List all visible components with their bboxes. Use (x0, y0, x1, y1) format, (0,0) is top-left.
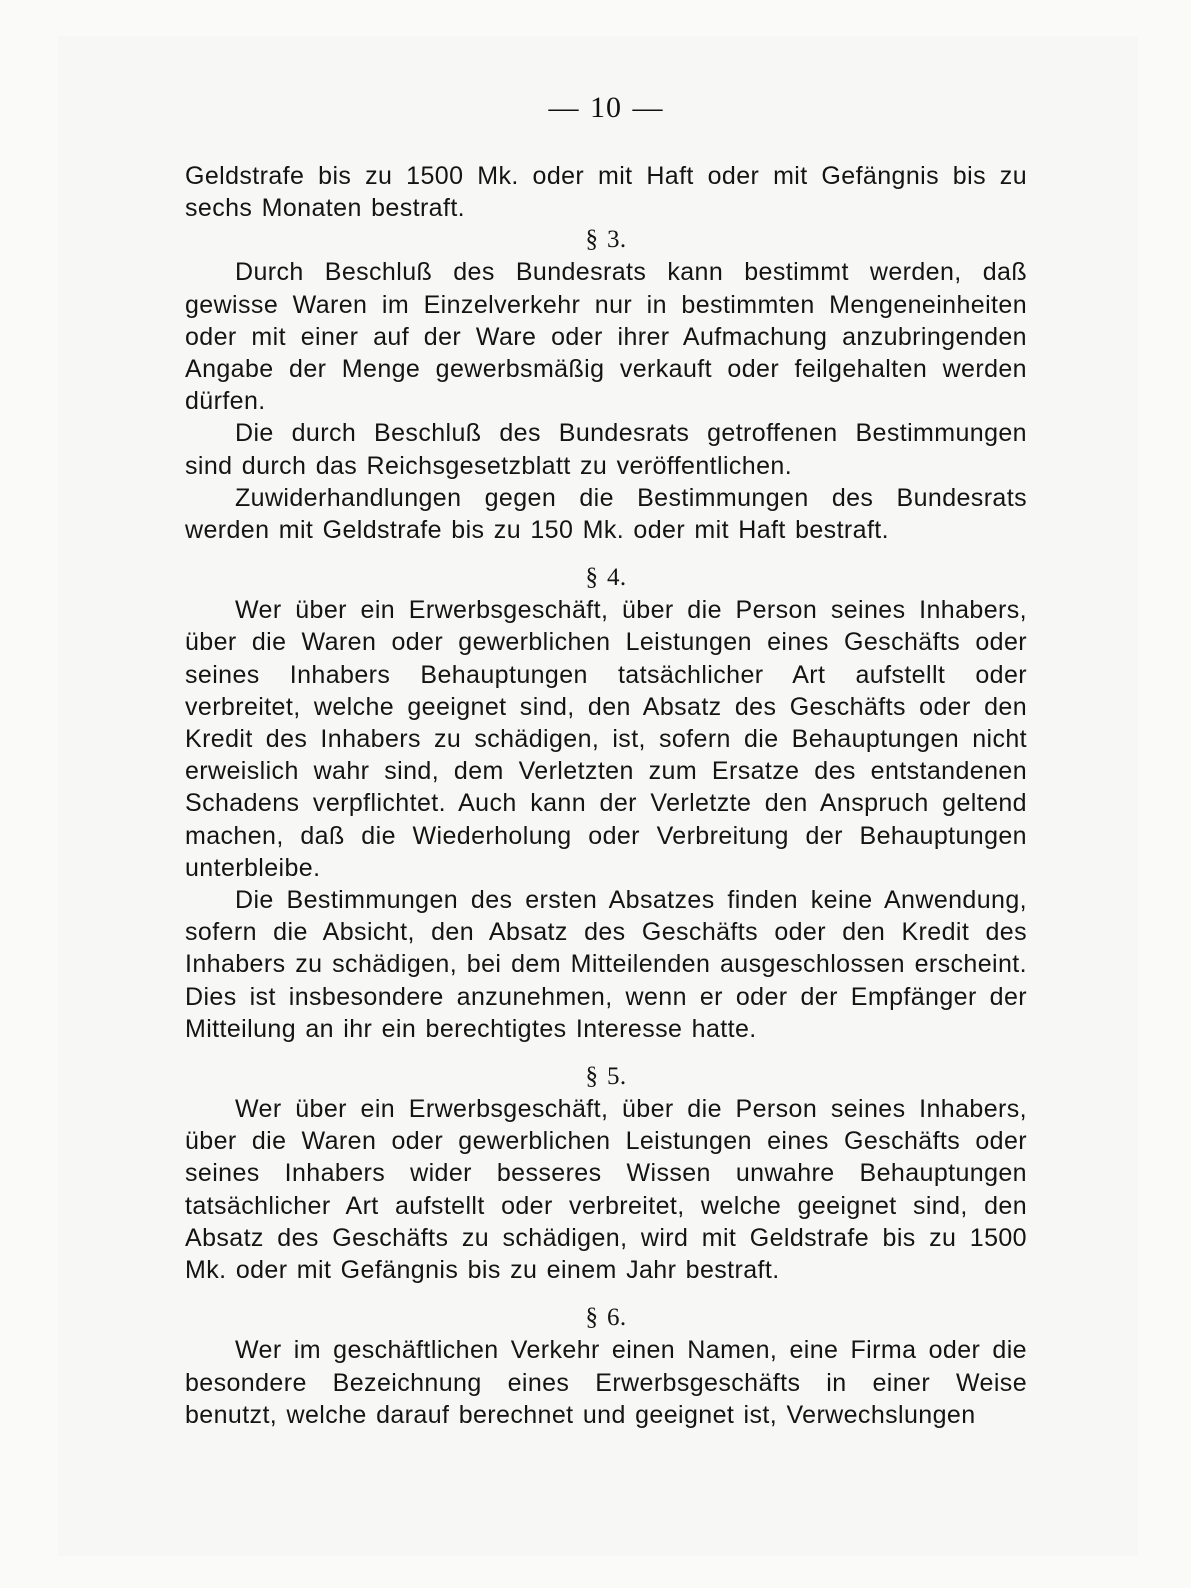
section-6-paragraph-1: Wer im geschäftlichen Verkehr einen Namen, eine Firma oder die besondere Bezeichnung eines Erwerbsgeschäfts in einer Weise benutzt, welche darauf berechnet und geeignet ist, Verwechslungen (185, 1336, 1027, 1429)
section-heading-6: § 6. (585, 1304, 627, 1332)
section-5-paragraph-1: Wer über ein Erwerbsgeschäft, über die Person seines Inhabers, über die Waren oder gewerblichen Leistungen eines Geschäfts oder seines Inhabers wider besseres Wissen unwahre Behauptungen tatsächlicher Art aufstellt oder verbreitet, welche geeignet sind, den Absatz des Geschäfts zu schädigen, wird mit Geldstrafe bis zu 1500 Mk. oder mit Gefängnis bis zu einem Jahr bestraft. (185, 1095, 1027, 1285)
section-heading-3: § 3. (585, 226, 627, 254)
text-block (185, 88, 1027, 1431)
page-number: — 10 — (548, 91, 664, 124)
section-3-paragraph-3: Zuwiderhandlungen gegen die Bestimmungen des Bundesrats werden mit Geldstrafe bis zu 150 Mk. oder mit Haft bestraft. (185, 483, 1027, 545)
section-heading-4: § 4. (585, 564, 627, 592)
section-3-paragraph-2: Die durch Beschluß des Bundesrats getroffenen Bestimmungen sind durch das Reichsgesetzblatt zu veröffentlichen. (185, 419, 1027, 480)
section-4-paragraph-2: Die Bestimmungen des ersten Absatzes finden keine Anwendung, sofern die Absicht, den Absatz des Geschäfts oder den Kredit des Inhabers zu schädigen, bei dem Mitteilenden ausgeschlossen erscheint. Dies ist insbesondere anzunehmen, wenn er oder der Empfänger der Mitteilung an ihr ein berechtigtes Interesse hatte. (185, 886, 1027, 1043)
section-3-paragraph-1: Durch Beschluß des Bundesrats kann bestimmt werden, daß gewisse Waren im Einzelverkehr nur in bestimmten Mengeneinheiten oder mit einer auf der Ware oder ihrer Aufmachung anzubringenden Angabe der Menge gewerbsmäßig verkauft oder feilgehalten werden dürfen. (185, 258, 1027, 416)
section-4-paragraph-1: Wer über ein Erwerbsgeschäft, über die Person seines Inhabers, über die Waren oder gewerblichen Leistungen eines Geschäfts oder seines Inhabers Behauptungen tatsächlicher Art aufstellt oder verbreitet, welche geeignet sind, den Absatz des Geschäfts oder den Kredit des Inhabers zu schädigen, ist, sofern die Behauptungen nicht erweislich wahr sind, dem Verletzten zum Ersatze des entstandenen Schadens verpflichtet. Auch kann der Verletzte den Anspruch geltend machen, daß die Wiederholung oder Verbreitung der Behauptungen unterbleibe. (185, 596, 1027, 882)
lead-paragraph: Geldstrafe bis zu 1500 Mk. oder mit Haft oder mit Gefängnis bis zu sechs Monaten bestraft. (185, 162, 1027, 223)
section-heading-5: § 5. (585, 1063, 627, 1091)
